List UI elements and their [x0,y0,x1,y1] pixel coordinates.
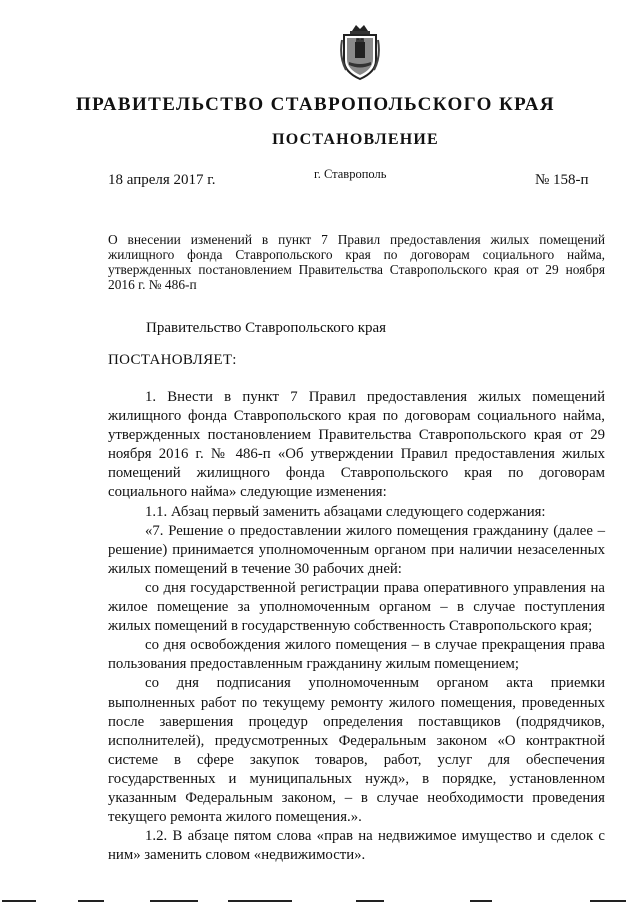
paragraph: со дня освобождения жилого помещения – в случае прекращения права пользования предоставленным гражданину жилым помещением; [108,637,605,673]
document-city: г. Ставрополь [314,167,387,181]
government-title: ПРАВИТЕЛЬСТВО СТАВРОПОЛЬСКОГО КРАЯ [76,94,555,115]
issuing-authority: Правительство Ставропольского края [146,320,387,336]
scan-footer-marks [0,897,631,905]
document-body [108,388,605,865]
paragraph: со дня государственной регистрации права оперативного управления на жилое помещение за уполномоченным органом – в случае поступления жилых помещений в государственную собственность Ставропольского края; [108,579,605,635]
paragraph: 1.2. В абзаце пятом слова «прав на недвижимое имущество и сделок с ним» заменить словом «недвижимости». [108,828,605,864]
document-subject: О внесении изменений в пункт 7 Правил предоставления жилых помещений жилищного фонда Ставропольского края по договорам социального найма, утвержденных постановлением Правительства Ставропольского края от 29 ноября 2016 г. № 486-п [108,232,605,292]
paragraph: «7. Решение о предоставлении жилого помещения гражданину (далее – решение) принимается уполномоченным органом при наличии незаселенных жилых помещений в течение 30 рабочих дней: [108,522,605,577]
document-type: ПОСТАНОВЛЕНИЕ [272,131,439,148]
paragraph: 1. Внести в пункт 7 Правил предоставления жилых помещений жилищного фонда Ставропольского края по договорам социального найма, утвержденных постановлением Правительства Ставропольского края от 29 ноября 2016 г. № 486-п «Об утверждении Правил предоставления жилых помещений жилищного фонда Ставропольского края по договорам социального найма» следующие изменения: [108,389,605,501]
paragraph: со дня подписания уполномоченным органом акта приемки выполненных работ по текущему ремонту жилого помещения, проведенных после завершения процедур определения поставщиков (подрядчиков, исполнителей), предусмотренных Федеральным законом «О контрактной системе в сфере закупок товаров, работ, услуг для обеспечения государственных и муниципальных нужд», в порядке, установленном указанным Федеральным законом, – в случае необходимости проведения текущего ремонта жилого помещения.». [108,675,605,826]
resolves-heading: ПОСТАНОВЛЯЕТ: [108,352,237,368]
paragraph: 1.1. Абзац первый заменить абзацами следующего содержания: [145,503,546,520]
document-date: 18 апреля 2017 г. [108,172,216,188]
document-number: № 158-п [535,172,589,188]
coat-of-arms-emblem [338,22,382,82]
